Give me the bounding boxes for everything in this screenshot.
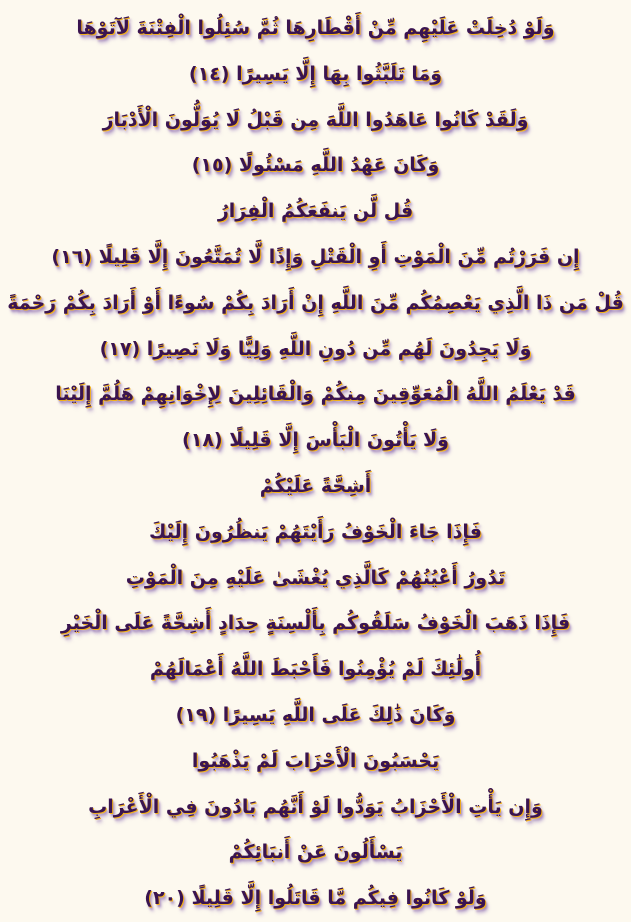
- verse-line: تَدُورُ أَعْيُنُهُمْ كَالَّذِي يُغْشَىٰ عَلَيْهِ مِنَ الْمَوْتِ: [125, 566, 506, 589]
- verse-line: وَلَا يَجِدُونَ لَهُم مِّن دُونِ اللَّهِ وَلِيًّا وَلَا نَصِيرًا (١٧): [99, 337, 532, 360]
- verse-line: وَكَانَ ذَٰلِكَ عَلَى اللَّهِ يَسِيرًا (١٩): [175, 703, 456, 726]
- verse-line: وَكَانَ عَهْدُ اللَّهِ مَسْئُولًا (١٥): [191, 154, 440, 177]
- verse-line: قُلْ مَن ذَا الَّذِي يَعْصِمُكُم مِّنَ اللَّهِ إِنْ أَرَادَ بِكُمْ سُوءًا أَوْ أَرَادَ بِكُمْ رَحْمَةً: [7, 291, 624, 314]
- verse-line: وَلَا يَأْتُونَ الْبَأْسَ إِلَّا قَلِيلًا (١٨): [182, 429, 449, 452]
- verse-list: [0, 6, 631, 922]
- verse-line: وَإِن يَأْتِ الْأَحْزَابُ يَوَدُّوا لَوْ أَنَّهُم بَادُونَ فِي الْأَعْرَابِ: [88, 795, 543, 818]
- verse-line: فَإِذَا ذَهَبَ الْخَوْفُ سَلَقُوكُم بِأَلْسِنَةٍ حِدَادٍ أَشِحَّةً عَلَى الْخَيْرِ: [60, 612, 571, 635]
- verse-line: أُولَٰئِكَ لَمْ يُؤْمِنُوا فَأَحْبَطَ اللَّهُ أَعْمَالَهُمْ: [149, 658, 482, 681]
- verse-line: وَلَوْ كَانُوا فِيكُم مَّا قَاتَلُوا إِلَّا قَلِيلًا (٢٠): [144, 887, 487, 910]
- verse-line: قُل لَّن يَنفَعَكُمُ الْفِرَارُ: [217, 200, 414, 223]
- verse-line: وَلَوْ دُخِلَتْ عَلَيْهِم مِّنْ أَقْطَارِهَا ثُمَّ سُئِلُوا الْفِتْنَةَ لَآتَوْهَا: [76, 17, 555, 39]
- verse-line: يَحْسَبُونَ الْأَحْزَابَ لَمْ يَذْهَبُوا: [191, 749, 440, 772]
- verse-line: وَمَا تَلَبَّثُوا بِهَا إِلَّا يَسِيرًا (١٤): [188, 62, 443, 85]
- verse-line: يَسْأَلُونَ عَنْ أَنبَائِكُمْ: [228, 841, 403, 864]
- verse-line: فَإِذَا جَاءَ الْخَوْفُ رَأَيْتَهُمْ يَنظُرُونَ إِلَيْكَ: [149, 520, 482, 543]
- verse-line: إِن فَرَرْتُم مِّنَ الْمَوْتِ أَوِ الْقَتْلِ وَإِذًا لَّا تُمَتَّعُونَ إِلَّا قَلِيلًا (١٦): [51, 245, 580, 268]
- verse-line: قَدْ يَعْلَمُ اللَّهُ الْمُعَوِّقِينَ مِنكُمْ وَالْقَائِلِينَ لِإِخْوَانِهِمْ هَلُمَّ إِلَيْنَا: [55, 383, 576, 406]
- verse-line: أَشِحَّةً عَلَيْكُمْ: [259, 474, 372, 497]
- verse-line: وَلَقَدْ كَانُوا عَاهَدُوا اللَّهَ مِن قَبْلُ لَا يُوَلُّونَ الْأَدْبَارَ: [102, 108, 529, 131]
